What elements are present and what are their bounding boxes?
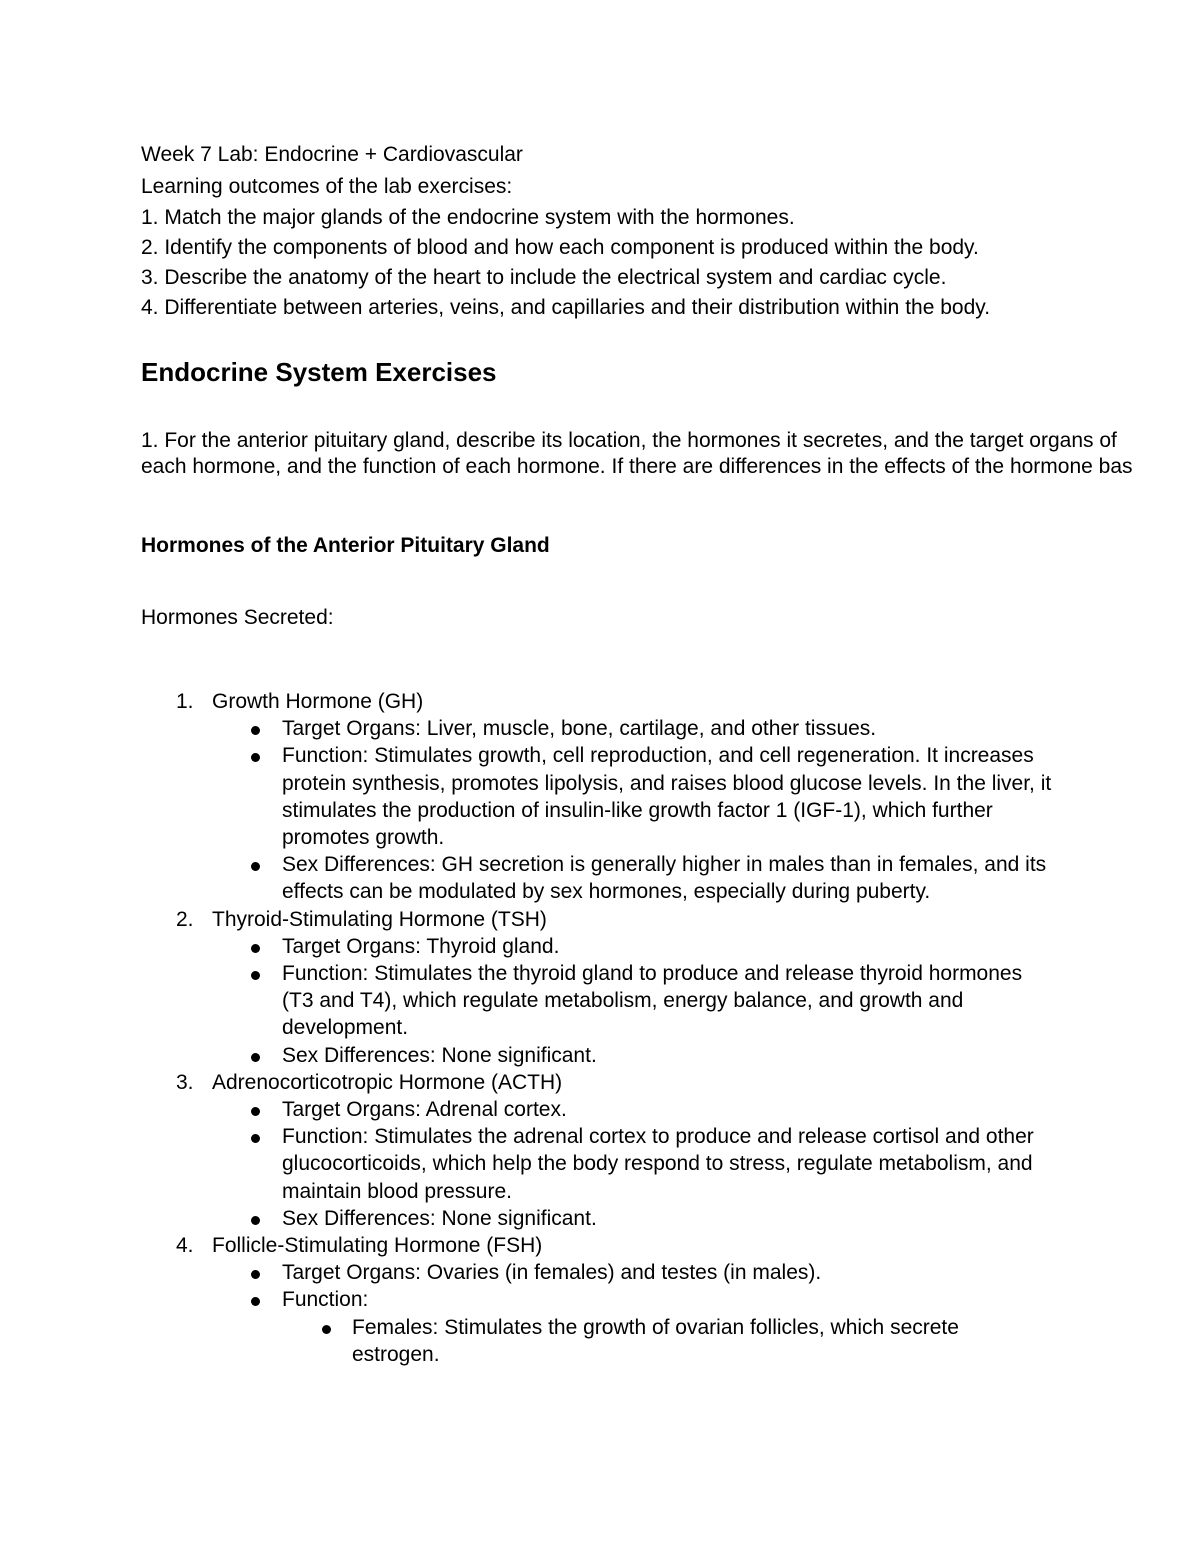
bullet-item (141, 960, 1052, 1042)
bullet-item (141, 1042, 1052, 1069)
bullet-icon (251, 726, 260, 735)
sub-bullet-item (141, 1314, 1052, 1368)
bullet-icon (251, 1297, 260, 1306)
hormone-name: Growth Hormone (GH) (212, 690, 424, 713)
bullet-text: Sex Differences: None significant. (282, 1206, 597, 1230)
bullet-icon (322, 1325, 331, 1334)
hormone-item (141, 688, 1141, 715)
question-paragraph (141, 428, 1133, 480)
bullet-text: Sex Differences: None significant. (282, 1043, 597, 1067)
bullet-item (141, 933, 1052, 960)
section-heading: Endocrine System Exercises (141, 357, 497, 387)
document-title: Week 7 Lab: Endocrine + Cardiovascular (141, 143, 523, 166)
bullet-icon (251, 1270, 260, 1279)
bullet-text: Function: (282, 1288, 369, 1312)
bullet-item (141, 1096, 1052, 1123)
bullet-item (141, 1205, 1052, 1232)
bullet-icon (251, 753, 260, 762)
subheading: Hormones of the Anterior Pituitary Gland (141, 534, 550, 557)
outcomes-intro: Learning outcomes of the lab exercises: (141, 175, 513, 198)
bullet-icon (251, 1053, 260, 1062)
bullet-text: Function: Stimulates the thyroid gland to produce and release thyroid hormones (T3 and T4), which regulate metabolism, energy balance, and growth and development. (282, 962, 1023, 1040)
bullet-text: Target Organs: Thyroid gland. (282, 934, 560, 958)
bullet-icon (251, 1134, 260, 1143)
bullet-text: Sex Differences: GH secretion is generally higher in males than in females, and its effects can be modulated by sex hormones, especially during puberty. (282, 853, 1047, 904)
question-line: 1. For the anterior pituitary gland, describe its location, the hormones it secretes, and the target organs of (141, 429, 1117, 452)
bullet-item (141, 1259, 1052, 1286)
hormone-item (141, 906, 1141, 933)
hormone-item (141, 1069, 1141, 1096)
hormone-name: Adrenocorticotropic Hormone (ACTH) (212, 1070, 563, 1094)
bullet-item (141, 851, 1052, 905)
hormone-list (141, 688, 1141, 1368)
hormone-name: Thyroid-Stimulating Hormone (TSH) (212, 907, 547, 931)
list-number: 1. (176, 690, 194, 713)
bullet-icon (251, 1107, 260, 1116)
outcome-item: 4. Differentiate between arteries, veins, and capillaries and their distribution within the body. (141, 296, 991, 319)
bullet-item (141, 715, 1052, 742)
bullet-icon (251, 862, 260, 871)
bullet-icon (251, 971, 260, 980)
bullet-text: Function: Stimulates the adrenal cortex to produce and release cortisol and other glucocorticoids, which help the body respond to stress, regulate metabolism, and maintain blood pressure. (282, 1125, 1034, 1203)
bullet-item (141, 1286, 1052, 1313)
bullet-text: Function: Stimulates growth, cell reproduction, and cell regeneration. It increases protein synthesis, promotes lipolysis, and raises blood glucose levels. In the liver, it stimulates the production of insulin-like growth factor 1 (IGF-1), which further promotes growth. (282, 744, 1052, 850)
hormone-item (141, 1232, 1141, 1259)
question-line: each hormone, and the function of each hormone. If there are differences in the effects of the hormone bas (141, 455, 1133, 478)
hormone-name: Follicle-Stimulating Hormone (FSH) (212, 1234, 543, 1258)
bullet-item (141, 742, 1052, 851)
bullet-item (141, 1123, 1052, 1205)
bullet-text: Target Organs: Ovaries (in females) and testes (in males). (282, 1261, 822, 1285)
bullet-icon (251, 944, 260, 953)
outcome-item: 1. Match the major glands of the endocrine system with the hormones. (141, 206, 795, 229)
outcome-item: 2. Identify the components of blood and how each component is produced within the body. (141, 236, 979, 259)
list-number: 3. (176, 1070, 194, 1094)
outcome-item: 3. Describe the anatomy of the heart to include the electrical system and cardiac cycle. (141, 266, 947, 289)
bullet-text: Females: Stimulates the growth of ovarian follicles, which secrete estrogen. (352, 1315, 959, 1366)
list-number: 2. (176, 907, 194, 931)
bullet-text: Target Organs: Liver, muscle, bone, cartilage, and other tissues. (282, 717, 877, 741)
bullet-text: Target Organs: Adrenal cortex. (282, 1098, 567, 1122)
bullet-icon (251, 1216, 260, 1225)
hormones-secreted-label: Hormones Secreted: (141, 606, 334, 629)
list-number: 4. (176, 1234, 194, 1258)
